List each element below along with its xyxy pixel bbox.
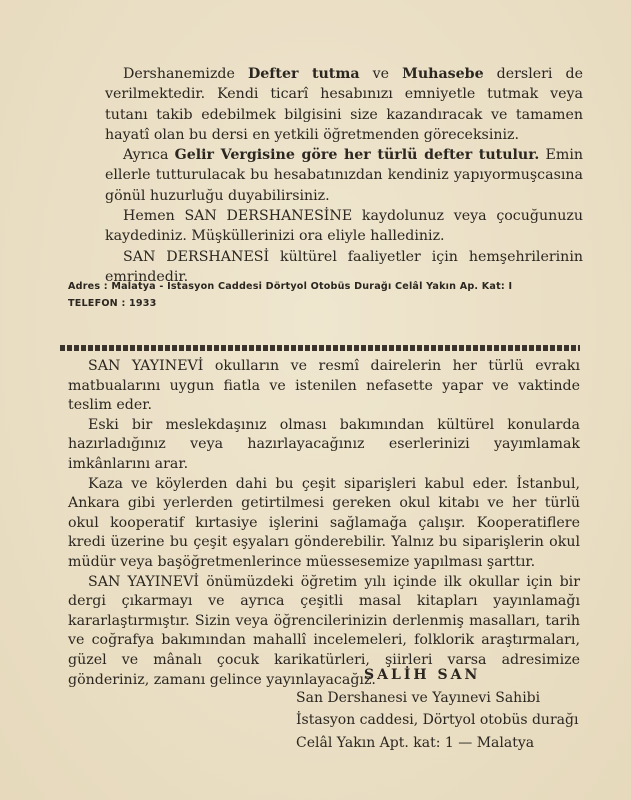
dershane-section (105, 64, 583, 287)
text-run: ve (359, 66, 403, 82)
text-run: dersleri de verilmektedir. Kendi ticarî hesabınızı emniyetle tutmak veya tutanı takib edebilmek bilgisini size kazandıracak ve tamamen hayatî olan bu dersi en yetkili öğretmenden göreceksiniz. (105, 66, 583, 143)
paragraph-accounting (105, 64, 583, 145)
bold-run: Defter tutma (247, 66, 360, 82)
text-run: Ayrıca (123, 147, 175, 164)
paragraph-publishing: Eski bir meslekdaşınız olması bakımından kültürel konularda hazırladığınız veya hazırlayacağınız eserlerinizi yayımlamak imkânlarını arar. (68, 416, 580, 472)
paragraph-cultural: SAN DERSHANESİ kültürel faaliyetler için hemşehrilerinin emrindedir. (105, 248, 583, 285)
yayinevi-section (68, 357, 580, 690)
address-line: Adres : Malatya - İstasyon Caddesi Dörtyol Otobüs Durağı Celâl Yakın Ap. Kat: I (68, 281, 513, 292)
paragraph-magazine: SAN YAYINEVİ önümüzdeki öğretim yılı içinde ilk okullar için bir dergi çıkarmayı ve ayrıca çeşitli masal kitapları yayınlamağı kararlaştırmıştır. Sizin veya öğrencilerinizin derlenmiş masalları, tarih ve coğrafya bakımından mahallî incelemeleri, folklorik araştırmaları, güzel ve mânalı çocuk karikatürleri, şiirleri varsa adresimize gönderiniz, zamanı gelince yayınlayacağız. (68, 573, 580, 688)
address-block (68, 278, 588, 312)
paragraph-enroll: Hemen SAN DERSHANESİNE kaydolunuz veya çocuğunuzu kaydediniz. Müşküllerinizi ora eliyle hallediniz. (105, 208, 583, 245)
decorative-divider (60, 345, 580, 351)
bold-run: Muhasebe (402, 66, 484, 82)
text-run: Emin ellerle tutturulacak bu hesabatınızdan kendiniz yapıyormuşcasına gönül huzurluğu duyabilirsiniz. (105, 147, 584, 204)
bold-run: Gelir Vergisine göre her türlü defter tutulur. (174, 147, 540, 164)
paragraph-printing: SAN YAYINEVİ okulların ve resmî dairelerin her türlü evrakı matbualarını uygun fiatla ve istenilen nefasette yapar ve vaktinde teslim eder. (68, 358, 580, 414)
paragraph-orders: Kaza ve köylerden dahi bu çeşit siparişleri kabul eder. İstanbul, Ankara gibi yerlerden getirtilmesi gereken okul kitabı ve her türlü okul kooperatif kırtasiye işlerini sağlamağa çalışır. Kooperatiflere kredi üzerine bu çeşit eşyaları gönderebilir. Yalnız bu siparişlerin okul müdür veya başöğretmenlerince müessesemize yapılması şarttır. (68, 475, 580, 570)
text-run: Dershanemizde (123, 66, 248, 82)
signature-street: İstasyon caddesi, Dörtyol otobüs durağı (296, 712, 579, 728)
phone-line: TELEFON : 1933 (68, 298, 157, 309)
signature-block (296, 664, 581, 754)
signature-city: Celâl Yakın Apt. kat: 1 — Malatya (296, 734, 535, 751)
signature-name: SALİH SAN (364, 667, 481, 683)
signature-title: San Dershanesi ve Yayınevi Sahibi (296, 689, 541, 706)
paragraph-tax (105, 145, 583, 206)
